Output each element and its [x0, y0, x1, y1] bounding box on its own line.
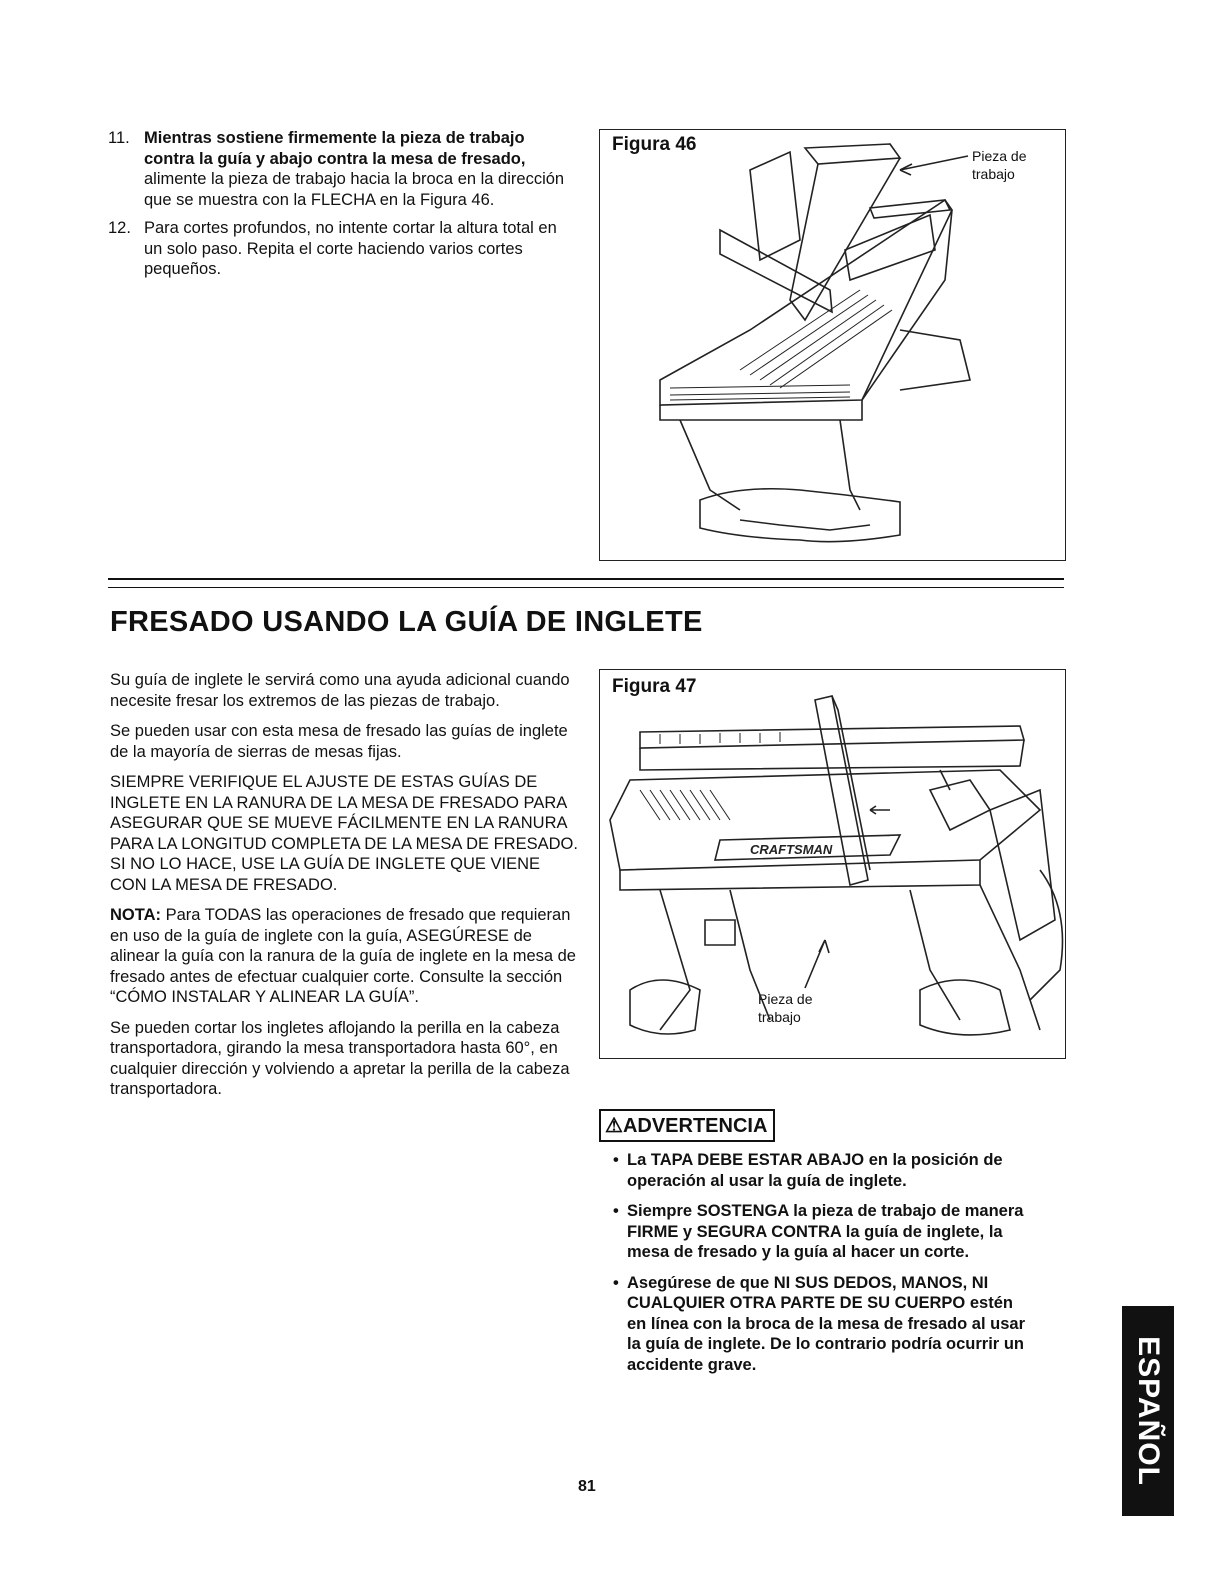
warning-label: ADVERTENCIA [622, 1115, 768, 1137]
callout-line: Pieza de [972, 148, 1027, 164]
step-number: 11. [108, 129, 130, 147]
paragraph: SIEMPRE VERIFIQUE EL AJUSTE DE ESTAS GUÍAS DE INGLETE EN LA RANURA DE LA MESA DE FRESADO PARA ASEGURAR QUE SE MUEVE FÁCILMENTE EN LA RANURA PARA LA LONGITUD COMPLETA DE LA MESA DE FRESADO. SI NO LO HACE, USE LA GUÍA DE INGLETE QUE VIENE CON LA MESA DE FRESADO. [110, 773, 578, 894]
warning-icon: ⚠ [605, 1115, 623, 1137]
language-tab-label: ESPAÑOL [1132, 1336, 1165, 1486]
section-title: FRESADO USANDO LA GUÍA DE INGLETE [110, 606, 703, 638]
paragraph: Su guía de inglete le servirá como una ayuda adicional cuando necesite fresar los extremos de las piezas de trabajo. [110, 671, 570, 710]
language-tab [1122, 1306, 1174, 1516]
step-text: Para cortes profundos, no intente cortar la altura total en un solo paso. Repita el corte haciendo varios cortes pequeños. [144, 219, 557, 278]
warning-list [613, 1150, 1033, 1385]
paragraph: Se pueden usar con esta mesa de fresado las guías de inglete de la mayoría de sierras de mesas fijas. [110, 722, 568, 761]
note-label: NOTA: [110, 906, 162, 924]
warning-item: • La TAPA DEBE ESTAR ABAJO en la posición de operación al usar la guía de inglete. [613, 1150, 1033, 1191]
section-divider [108, 587, 1064, 588]
steps-list [108, 128, 578, 288]
step-text: alimente la pieza de trabajo hacia la broca en la dirección que se muestra con la FLECHA en la Figura 46. [144, 170, 565, 209]
warning-item: • Siempre SOSTENGA la pieza de trabajo de manera FIRME y SEGURA CONTRA la guía de inglete, la mesa de fresado y la guía al hacer un corte. [613, 1201, 1033, 1263]
step-number: 12. [108, 219, 131, 237]
router-table-illustration [600, 130, 1065, 560]
figure-46-label: Figura 46 [612, 134, 697, 155]
figure-47-label: Figura 47 [612, 676, 697, 697]
page-number: 81 [578, 1478, 596, 1495]
figure-47 [599, 669, 1066, 1059]
warning-box [599, 1109, 775, 1142]
callout-line: trabajo [758, 1009, 801, 1025]
callout-line: Pieza de [758, 991, 813, 1007]
step-item [108, 218, 578, 280]
step-item [108, 128, 578, 210]
warning-item: • Asegúrese de que NI SUS DEDOS, MANOS, NI CUALQUIER OTRA PARTE DE SU CUERPO estén en línea con la broca de la mesa de fresado al usar la guía de inglete. De lo contrario podría ocurrir un accidente grave. [613, 1273, 1033, 1376]
note-text: Para TODAS las operaciones de fresado que requieran en uso de la guía de inglete con la guía, ASEGÚRESE de alinear la guía con la ranura de la guía de inglete en la mesa de fresado antes de efectuar cualquier corte. Consulte la sección “CÓMO INSTALAR Y ALINEAR LA GUÍA”. [110, 906, 576, 1006]
router-table-miter-illustration [600, 670, 1065, 1058]
paragraph: Se pueden cortar los ingletes aflojando la perilla en la cabeza transportadora, girando la mesa transportadora hasta 60°, en cualquier dirección y volviendo a apretar la perilla de la cabeza transportadora. [110, 1018, 570, 1098]
figure-46 [599, 129, 1066, 561]
step-bold-text: Mientras sostiene firmemente la pieza de trabajo contra la guía y abajo contra la mesa de fresado, [144, 129, 526, 168]
brand-text: CRAFTSMAN [750, 842, 833, 857]
body-column [110, 670, 578, 1110]
section-divider [108, 578, 1064, 580]
callout-line: trabajo [972, 166, 1015, 182]
note-paragraph [110, 905, 578, 1008]
